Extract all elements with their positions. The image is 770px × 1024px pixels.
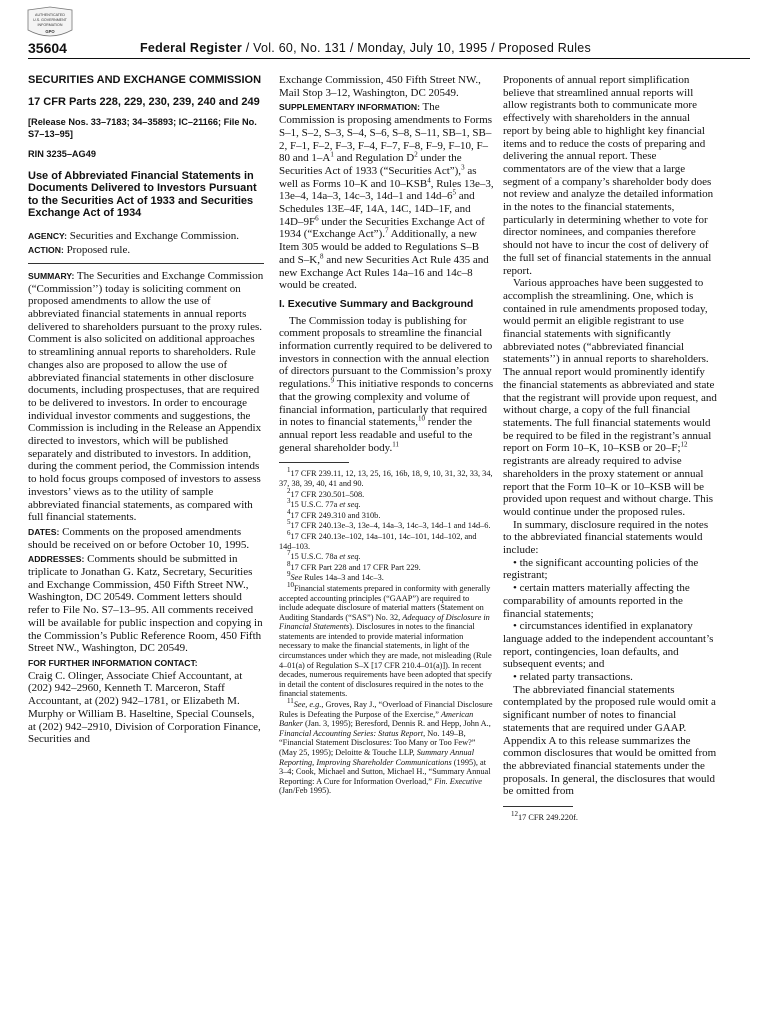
footnote-text: ). Disclosures in notes to the financial statements are intended to provide material information necessary to make the financial statements, in light of the circumstances under which they are made, not misleading (Rule 4–01(a) of Regulation S–X [17 CFR 210.4–01(a)]). In recent decades, numerous requirements have been adopted that specify in detail the content of disclosures required in the notes to the financial statements. <box>279 622 492 699</box>
svg-text:U.S. GOVERNMENT: U.S. GOVERNMENT <box>33 18 67 22</box>
body-paragraph: Proponents of annual report simplification believe that streamlined annual reports will allow registrants both to communicate more effectively with shareholders in the annual report by being able to highlight key financial items and to reduce the costs of preparing and delivering the annual report. These commentators are of the view that a large segment of a company’s shareholder body does not review and analyze the detailed information in the notes to the financial statements, particularly in determining whether to vote for director nominees, and companies therefore should not have to incur the cost of delivery of the full set of financial statements in the annual report. <box>503 74 714 277</box>
supplementary-text: and Schedules 13E–4F, 14A, 14C, 14D–1F, and 14D–9F <box>279 190 475 228</box>
body-text: registrants are already required to advise shareholders in the proxy statement or annual report that the Form 10–K or 10–KSB will be provided upon request and without charge. This would continue under the proposed rules. <box>503 455 714 518</box>
svg-text:INFORMATION: INFORMATION <box>37 23 63 27</box>
supplementary-section <box>279 101 495 292</box>
summary-label: SUMMARY: <box>28 270 75 281</box>
footnote-text: Adequacy of Disclosure in Financial Statements <box>279 612 490 632</box>
footnote-ref[interactable]: 6 <box>315 214 319 223</box>
agency-text: Securities and Exchange Commission. <box>67 229 239 242</box>
page-header <box>28 38 750 59</box>
dates-label: DATES: <box>28 526 60 537</box>
footnote <box>279 549 495 562</box>
footnote-text: 17 CFR Part 228 and 17 CFR Part 229. <box>290 562 421 572</box>
body-text: This initiative responds to concerns that the growing complexity and volume of financial information, particularly that required in notes to financial statements, <box>279 378 494 429</box>
footnote-number: 5 <box>287 518 291 527</box>
footnote-number: 6 <box>287 529 291 538</box>
footnote-text: See <box>290 573 303 583</box>
footnote <box>279 518 495 531</box>
footnote-ref[interactable]: 10 <box>418 414 425 423</box>
summary-text: The Securities and Exchange Commission (“Commission’’) today is soliciting comment on proposed amendments to allow the use of abbreviated financial statements in annual reports delivered to shareholders pursuant to the proxy rules. Comment is also solicited on additional approaches to streamlining annual reports to shareholders. Rule changes also are proposed to allow the use of abbreviated financial statements in other disclosure documents, including prospectuses, that are required to be delivered to investors. In order to encourage individual investor comments and suggestions, the Commission is including in the Release an Appendix directed to investors, which will be published separately and distributed to investors. In addition, during the comment period, the Commission intends to hold focus groups composed of investors to assess investors’ views as to the utility of sample abbreviated financial statements, as compared with full financial statements. <box>28 269 264 524</box>
footnote-ref[interactable]: 9 <box>330 376 335 385</box>
footnote-text: 15 U.S.C. 78a <box>290 552 340 562</box>
dates-text: Comments on the proposed amendments should be received on or before October 10, 1995. <box>28 525 250 551</box>
footnote-text: Fin. Executive <box>434 776 482 786</box>
footnote-number: 7 <box>287 549 291 558</box>
footnote-text: , Groves, Ray J., “Overload of Financial Disclosure Rules is Defeating the Purpose of the Exercise,” <box>279 700 493 719</box>
footnote-text: (Jan/Feb 1995). <box>279 786 332 796</box>
footnote-text: (Jan. 3, 1995); Beresford, Dennis R. and Hepp, John A., <box>302 719 491 729</box>
footnote <box>279 529 495 551</box>
agency-heading: SECURITIES AND EXCHANGE COMMISSION <box>28 74 262 86</box>
footnote-number: 10 <box>287 581 294 590</box>
footnote <box>279 581 495 699</box>
addresses-text: Comments should be submitted in triplicate to Jonathan G. Katz, Secretary, Securities and Exchange Commission, 450 Fifth Street NW., Washington, DC 20549. Comment letters should refer to File No. S7–13–95. All comments received will be available for public inspection and copying in the Commission’s Public Reference Room, 450 Fifth Street NW., Washington, DC 20549. <box>28 553 263 655</box>
supplementary-label: SUPPLEMENTARY INFORMATION: <box>279 102 420 113</box>
footnote-text: 15 U.S.C. 77a <box>290 500 340 510</box>
cfr-parts: 17 CFR Parts 228, 229, 230, 239, 240 and 249 <box>28 95 260 108</box>
column-3 <box>503 74 719 824</box>
body-paragraph <box>503 277 719 518</box>
action-section <box>28 244 264 257</box>
section-heading: I. Executive Summary and Background <box>279 297 474 310</box>
footnote <box>279 486 495 500</box>
svg-text:GPO: GPO <box>45 29 55 34</box>
footnotes <box>279 466 495 796</box>
footnote-ref[interactable]: 12 <box>680 440 688 449</box>
body-text: Various approaches have been suggested to accomplish the streamlining. One, which is contained in rule amendments proposed today, would permit an eligible registrant to use financial statements with significantly abbreviated notes (“abbreviated financial statements’’) in annual reports to shareholders. The annual report would prominently identify the financial statements as abbreviated and state that the registrant will provide upon request, and without charge, a copy of the full financial statements. The full financial statements would be required to be filed in the registrant’s annual report on Form 10–K, 10–KSB or 20–F; <box>503 277 717 455</box>
footnote-number: 4 <box>287 508 291 516</box>
publication-name: Federal Register <box>140 41 242 55</box>
bullet-item: • related party transactions. <box>513 671 633 684</box>
bullet-item: • circumstances identified in explanatory language added to the independent accountant’s report, contingencies, loan defaults, and subsequent events; and <box>503 620 714 671</box>
footnote-text: 17 CFR 240.13e–102, 14a–101, 14c–101, 14d–102, and 14d–103. <box>279 531 477 551</box>
body-paragraph: The abbreviated financial statements contemplated by the proposed rule would omit a significant number of notes to financial statements that are required under GAAP. Appendix A to this release summarizes the common disclosures that would be omitted from the abbreviated financial statements under the proposals. In general, the disclosures that would be omitted from <box>503 683 717 798</box>
contact-text: Craig C. Olinger, Associate Chief Accountant, at (202) 942–2960, Kenneth T. Marceron, Staff Accountant, at (202) 942–1781, or Elizabeth M. Murphy or William B. Haseltine, Special Counsels, at (202) 942–2910, Division of Corporation Finance, Securities and <box>28 669 261 746</box>
footnote-ref[interactable]: 2 <box>414 150 418 159</box>
supplementary-text: , Rules 13e–3, 13e–4, 14a–3, 14c–3, 14d–1 and 14d–6 <box>279 177 494 203</box>
footnote-ref[interactable]: 1 <box>330 150 334 159</box>
supplementary-text: under the Securities Act of 1933 (“Securities Act”), <box>279 152 462 177</box>
addresses-label: ADDRESSES: <box>28 554 85 565</box>
footnote-text: 17 CFR 230.501–508. <box>290 489 365 499</box>
column-2 <box>279 74 495 797</box>
footnote-text: 17 CFR 240.13e–3, 13e–4, 14a–3, 14c–3, 14d–1 and 14d–6. <box>290 521 491 531</box>
addresses-section <box>28 553 264 655</box>
footnote-text: et seq. <box>339 500 361 510</box>
supplementary-text: and Regulation D <box>333 152 415 165</box>
rin-number: RIN 3235–AG49 <box>28 149 96 159</box>
footnote-number: 1 <box>287 466 291 475</box>
issue-info: / Vol. 60, No. 131 / Monday, July 10, 1995 / Proposed Rules <box>241 41 591 55</box>
footnote-ref[interactable]: 8 <box>319 252 324 261</box>
supplementary-text: under the Securities Exchange Act of 1934 (“Exchange Act”). <box>279 215 485 241</box>
summary-section <box>28 270 264 524</box>
document-title: Use of Abbreviated Financial Statements in Documents Delivered to Investors Pursuant to the Securities Act of 1933 and Securities Exchange Act of 1934 <box>28 169 257 219</box>
agency-label: AGENCY: <box>28 230 67 241</box>
footnote <box>503 810 719 823</box>
agency-section <box>28 230 264 243</box>
footnote <box>279 466 495 488</box>
supplementary-text: Additionally, a new Item 305 would be added to Regulations S–B and S–K, <box>279 228 480 266</box>
footnote-ref[interactable]: 5 <box>452 188 457 197</box>
action-text: Proposed rule. <box>63 244 131 257</box>
contact-section <box>28 657 264 746</box>
footnote-text: American Banker <box>279 709 474 729</box>
footnote <box>279 697 495 796</box>
footnote <box>279 559 495 573</box>
action-label: ACTION: <box>28 245 64 256</box>
contact-continued: Exchange Commission, 450 Fifth Street NW., Mail Stop 3–12, Washington, DC 20549. <box>279 74 481 99</box>
footnote-text: (1995), at 3–4; Cook, Michael and Sutton, Michael H., “Summary Annual Reporting: A Cure for Information Overload,” <box>279 757 491 786</box>
footnote-number: 2 <box>287 486 291 495</box>
dates-section <box>28 526 264 551</box>
footnote-ref[interactable]: 11 <box>392 440 399 449</box>
footnote-number: 11 <box>287 697 294 706</box>
footnote <box>279 508 495 521</box>
footnote-text: et seq. <box>339 552 361 562</box>
footnote-number: 8 <box>287 559 291 568</box>
supplementary-text: and new Securities Act Rule 435 and new Exchange Act Rules 14a–16 and 14c–8 would be created. <box>279 253 489 292</box>
body-text: render the annual report less readable and useful to the general shareholder body. <box>279 416 473 454</box>
footnote <box>279 570 495 583</box>
running-head <box>140 41 591 55</box>
footnote-text: See, e.g. <box>293 700 322 710</box>
footnote <box>279 497 495 510</box>
footnote-ref[interactable]: 4 <box>427 175 431 184</box>
footnote-text: Summary Annual Reporting, Improving Shareholder Communications <box>279 748 474 767</box>
bullet-item: • certain matters materially affecting the comparability of amounts reported in the financial statements; <box>503 582 690 620</box>
supplementary-text: The Commission is proposing amendments to Forms S–1, S–2, S–3, S–4, S–6, S–8, S–11, SB–1, SB–2, F–1, F–2, F–3, F–4, F–7, F–8, F–9, F–10, F–80 and 1–A <box>279 101 492 165</box>
footnote-divider <box>279 462 349 463</box>
body-text: The Commission today is publishing for comment proposals to streamline the financial information currently required to be delivered to investors in connection with the annual election of directors pursuant to the Commission’s proxy regulations. <box>279 314 493 391</box>
footnote-text: 17 CFR 249.220f. <box>518 813 578 823</box>
footnote-divider <box>503 806 573 807</box>
executive-summary-paragraph <box>279 315 495 455</box>
page-number: 35604 <box>28 40 67 56</box>
footnote-text: , No. 149–B, “Financial Statement Disclosures: Too Many or Too Few?” (May 25, 1995); Deloitte & Touche LLP, <box>279 728 476 758</box>
body-paragraph: In summary, disclosure required in the notes to the abbreviated financial statements would include: <box>503 518 709 557</box>
footnote-number: 3 <box>287 497 291 506</box>
footnotes <box>503 810 719 823</box>
footnote-number: 12 <box>511 810 518 819</box>
footnote-text: Rules 14a–3 and 14c–3. <box>302 573 384 583</box>
supplementary-text: as well as Forms 10–K and 10–KSB <box>279 164 477 190</box>
footnote-ref[interactable]: 7 <box>384 226 389 235</box>
footnote-text: 17 CFR 249.310 and 310b. <box>290 510 381 520</box>
svg-text:AUTHENTICATED: AUTHENTICATED <box>35 13 65 17</box>
release-numbers: [Release Nos. 33–7183; 34–35893; IC–21166; File No. S7–13–95] <box>28 117 257 139</box>
footnote-ref[interactable]: 3 <box>461 163 465 172</box>
section-divider <box>28 263 264 264</box>
footnote-text: Financial statements prepared in conformity with generally accepted accounting principles (“GAAP”) are required to include adequate disclosure of material matters (Statement on Auditing Standards (“SAS”) No. 32, <box>279 583 491 622</box>
footnote-number: 9 <box>287 570 291 579</box>
contact-label: FOR FURTHER INFORMATION CONTACT: <box>28 658 198 668</box>
footnote-text: Financial Accounting Series: Status Report <box>279 728 424 738</box>
footnote-text: 17 CFR 239.11, 12, 13, 25, 16, 16b, 18, 9, 10, 31, 32, 33, 34, 37, 38, 39, 40, 41 and 90. <box>279 469 493 488</box>
column-1 <box>28 74 264 746</box>
bullet-item: • the significant accounting policies of the registrant; <box>503 556 699 582</box>
